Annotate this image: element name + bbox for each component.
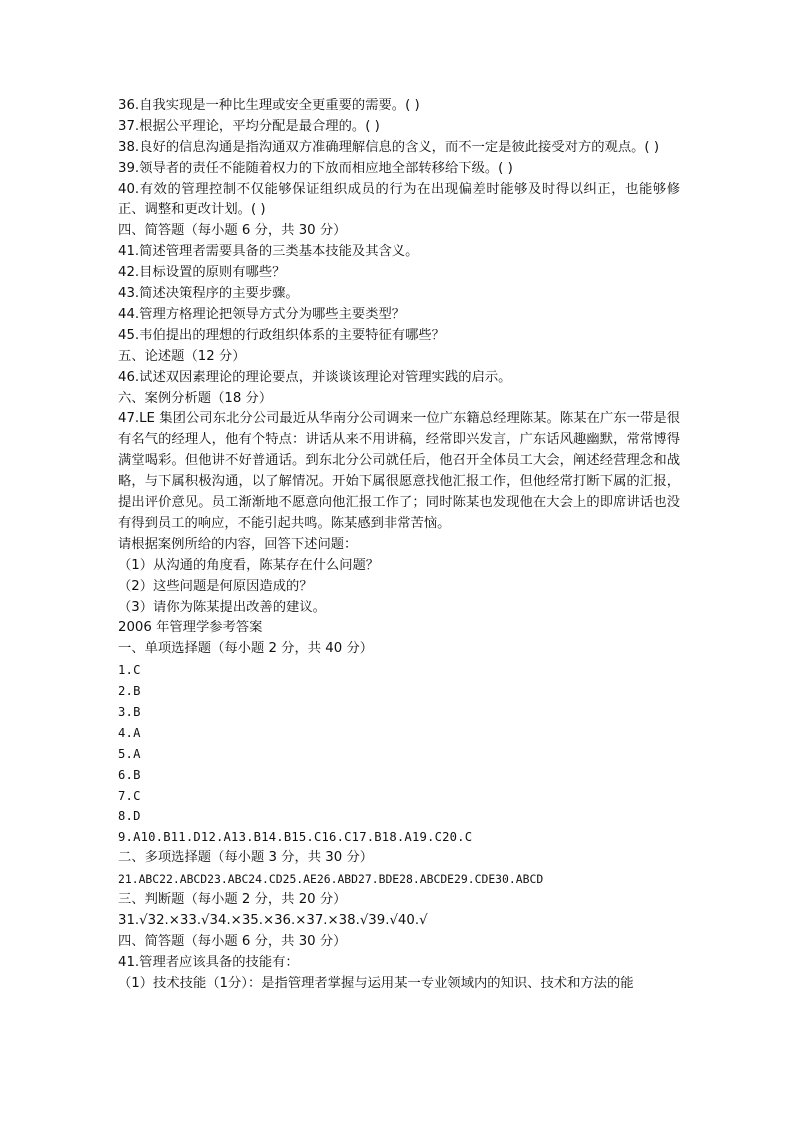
section-heading-short: 四、简答题（每小题 6 分，共 30 分） (118, 223, 347, 239)
answer-4: 4.A (118, 725, 141, 740)
answer-heading-judge: 三、判断题（每小题 2 分，共 20 分） (118, 891, 347, 907)
case-prompt: 请根据案例所给的内容，回答下述问题： (118, 536, 358, 552)
answer-1: 1.C (118, 663, 141, 678)
answer-key-title: 2006 年管理学参考答案 (118, 620, 263, 636)
answer-2: 2.B (118, 684, 141, 699)
section-heading-essay: 五、论述题（12 分） (118, 348, 246, 364)
question-41: 41.简述管理者需要具备的三类基本技能及其含义。 (118, 244, 419, 260)
answer-7: 7.C (118, 788, 141, 803)
answer-5: 5.A (118, 746, 141, 761)
answer-key (118, 618, 680, 994)
case-question-3: （3）请你为陈某提出改善的建议。 (118, 599, 326, 615)
case-question-2: （2）这些问题是何原因造成的？ (118, 578, 313, 594)
question-36: 36.自我实现是一种比生理或安全更重要的需要。( ) (118, 98, 420, 113)
answer-heading-multi: 二、多项选择题（每小题 3 分，共 30 分） (118, 850, 374, 866)
answer-heading-single: 一、单项选择题（每小题 2 分，共 40 分） (118, 641, 374, 657)
answer-heading-short: 四、简答题（每小题 6 分，共 30 分） (118, 933, 347, 949)
answer-8: 8.D (118, 809, 141, 824)
question-40: 40.有效的管理控制不仅能够保证组织成员的行为在出现偏差时能够及时得以纠正，也能够修正、调整和更改计划。( ) (118, 181, 680, 218)
question-43: 43.简述决策程序的主要步骤。 (118, 286, 299, 302)
judge-questions (118, 96, 680, 221)
section-heading-case: 六、案例分析题（18 分） (118, 390, 273, 406)
answer-6: 6.B (118, 767, 141, 782)
question-45: 45.韦伯提出的理想的行政组织体系的主要特征有哪些？ (118, 327, 445, 343)
question-44: 44.管理方格理论把领导方式分为哪些主要类型？ (118, 306, 406, 322)
question-42: 42.目标设置的原则有哪些？ (118, 265, 286, 281)
answer-3: 3.B (118, 704, 141, 719)
essay-section (118, 347, 680, 389)
answers-21-30: 21.ABC22.ABCD23.ABC24.CD25.AE26.ABD27.BDE28.ABCDE29.CDE30.ABCD (118, 872, 544, 887)
question-39: 39.领导者的责任不能随着权力的下放而相应地全部转移给下级。( ) (118, 160, 513, 176)
question-37: 37.根据公平理论，平均分配是最合理的。( ) (118, 118, 380, 134)
document-page (118, 96, 680, 994)
short-answer-section (118, 221, 680, 346)
case-section (118, 389, 680, 619)
case-paragraph: 47.LE 集团公司东北分公司最近从华南分公司调来一位广东籍总经理陈某。陈某在广东一带是很有名气的经理人，他有个特点：讲话从来不用讲稿，经常即兴发言，广东话风趣幽默，常常博得满堂喝彩。但他讲不好普通话。到东北分公司就任后，他召开全体员工大会，阐述经营理念和战略，与下属积极沟通，以了解情况。开始下属很愿意找他汇报工作，但他经常打断下属的汇报，提出评价意见。员工渐渐地不愿意向他汇报工作了；同时陈某也发现他在大会上的即席讲话也没有得到员工的响应，不能引起共鸣。陈某感到非常苦恼。 (118, 411, 680, 531)
answer-41-intro: 41.管理者应该具备的技能有： (118, 954, 299, 970)
answers-31-40: 31.√32.×33.√34.×35.×36.×37.×38.√39.√40.√ (118, 912, 428, 928)
answer-41-item-1: （1）技术技能（1分）：是指管理者掌握与运用某一专业领域内的知识、技术和方法的能 (118, 975, 634, 991)
question-38: 38.良好的信息沟通是指沟通双方准确理解信息的含义，而不一定是彼此接受对方的观点。( ) (118, 139, 660, 155)
question-46: 46.试述双因素理论的理论要点，并谈谈该理论对管理实践的启示。 (118, 369, 512, 385)
answers-9-20: 9.A10.B11.D12.A13.B14.B15.C16.C17.B18.A19.C20.C (118, 830, 473, 845)
case-question-1: （1）从沟通的角度看，陈某存在什么问题？ (118, 557, 380, 573)
